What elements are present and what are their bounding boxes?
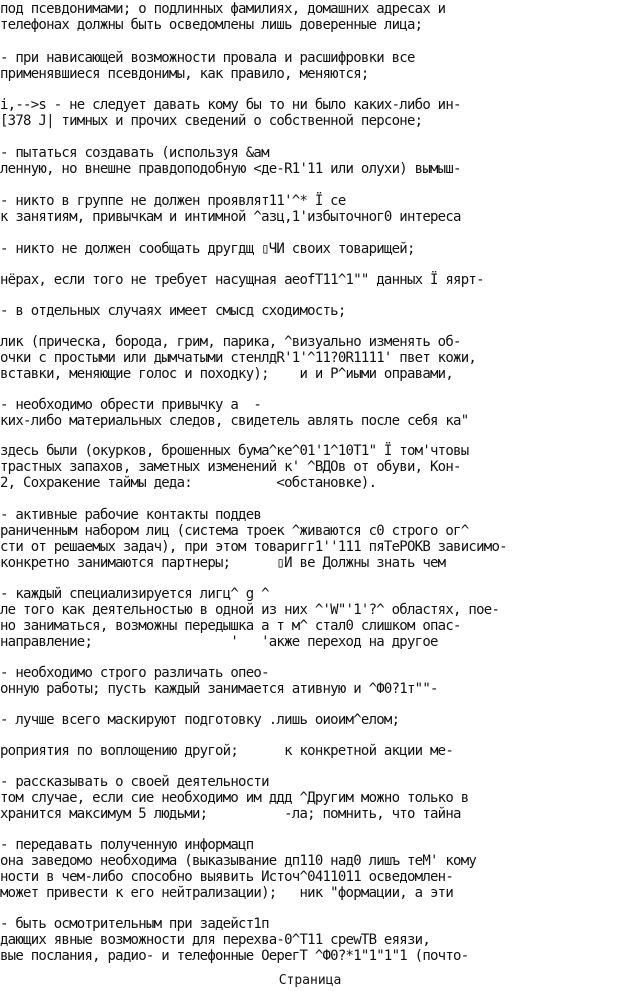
text-line: но заниматься, возможны передышка а т м^ стал0 слишком опас-	[0, 618, 461, 634]
text-line: вставки, меняющие голос и походку); и и Р^иыми оправами,	[0, 366, 454, 382]
text-line: дающих явные возможности для перехва-0^T11 сpewTB еяязи,	[0, 932, 431, 948]
text-line: под псевдонимами; о подлинных фамилиях, домашних адресах и	[0, 1, 446, 17]
text-line: здесь были (окурков, брошенных бума^ке^01'1^10T1" Ї том'чтовы	[0, 443, 469, 459]
text-line: очки с простыми или дымчатыми стенлдR'1'^11?0R1111' пвет кожи,	[0, 350, 477, 366]
text-line: применявшиеся псевдонимы, как правило, меняются;	[0, 66, 369, 82]
page-footer: Страница	[278, 973, 342, 988]
text-line: ности в чем-либо способно выявить Источ^0411011 осведомлен-	[0, 869, 454, 885]
text-line: - активные рабочие контакты поддев	[0, 507, 262, 523]
text-line: онную работы; пусть каждый занимается ативную и ^Ф0?1т""-	[0, 681, 438, 697]
text-line: конкретно занимаются партнеры; ▯И ве Должны знать чем	[0, 555, 446, 571]
text-line: вые послания, радио- и телефонные ОерегТ ^Ф0?*1"1"1"1 (почто-	[0, 948, 469, 964]
text-line: телефонах должны быть осведомлены лишь доверенные лица;	[0, 17, 423, 33]
text-line: - необходимо строго различать опео-	[0, 665, 269, 681]
text-line: - быть осмотрительным при задейст1п	[0, 916, 269, 932]
text-line: i,-->s - не следует давать кому бы то ни было каких-либо ин-	[0, 97, 461, 113]
text-line: она заведомо необходима (выказывание дп110 над0 лишъ тeM' кому	[0, 853, 477, 869]
text-line: ких-либо материальных следов, свидетель авлять после себя ка"	[0, 413, 469, 429]
text-line: - рассказывать о своей деятельности	[0, 774, 269, 790]
text-line: к занятиям, привычкам и интимной ^азц,1'избыточног0 интереса	[0, 209, 461, 225]
text-line: направление; ' 'акже переход на другое	[0, 634, 438, 650]
text-line: том случае, если сие необходимо им ддд ^Другим можно только в	[0, 790, 469, 806]
text-line: - в отдельных случаях имеет смысд сходимость;	[0, 303, 346, 319]
text-line: ле того как деятельностью в одной из них ^'W"'1'?^ областях, пое-	[0, 602, 500, 618]
text-line: - пытаться создавать (используя &ам	[0, 145, 269, 161]
text-line: - при нависающей возможности провала и расшифровки все	[0, 50, 415, 66]
text-line: хранится максимум 5 людьми; -ла; помнить, что тайна	[0, 806, 461, 822]
text-line: - передавать полученную информацп	[0, 837, 254, 853]
text-line: раниченным набором лиц (система троек ^живаются с0 строго ог^	[0, 523, 469, 539]
text-line: роприятия по воплощению другой; к конкретной акции ме-	[0, 743, 454, 759]
text-line: - необходимо обрести привычку а -	[0, 397, 262, 413]
text-line: трастных запахов, заметных изменений к' ^ВДОв от обуви, Кон-	[0, 459, 461, 475]
text-line: нёрах, если того не требует насущная aeofT11^1"" данных Ї яярт-	[0, 272, 484, 288]
text-line: - никто не должен сообщать другдщ ▯ЧИ своих товарищей;	[0, 241, 415, 257]
text-line: - никто в группе не должен проявлят11'^* Ї се	[0, 193, 346, 209]
text-line: лик (прическа, борода, грим, парика, ^визуально изменять об-	[0, 334, 461, 350]
text-line: [378 J| тимных и прочих сведений о собственной персоне;	[0, 113, 423, 129]
text-line: сти от решаемых задач), при этом товаригг1''111 пяТеРОКВ зависимо-	[0, 539, 507, 555]
text-line: ленную, но внешне правдоподобную <де-R1'11 или олухи) вымыш-	[0, 161, 461, 177]
text-line: - каждый специализируется лигц^ g ^	[0, 586, 269, 602]
text-line: может привести к его нейтрализации); ник "формации, а эти	[0, 885, 454, 901]
text-line: 2, Сохракение таймы деда: <обстановке).	[0, 475, 377, 491]
text-line: - лучше всего маскируют подготовку .лишь оиоим^елом;	[0, 712, 400, 728]
